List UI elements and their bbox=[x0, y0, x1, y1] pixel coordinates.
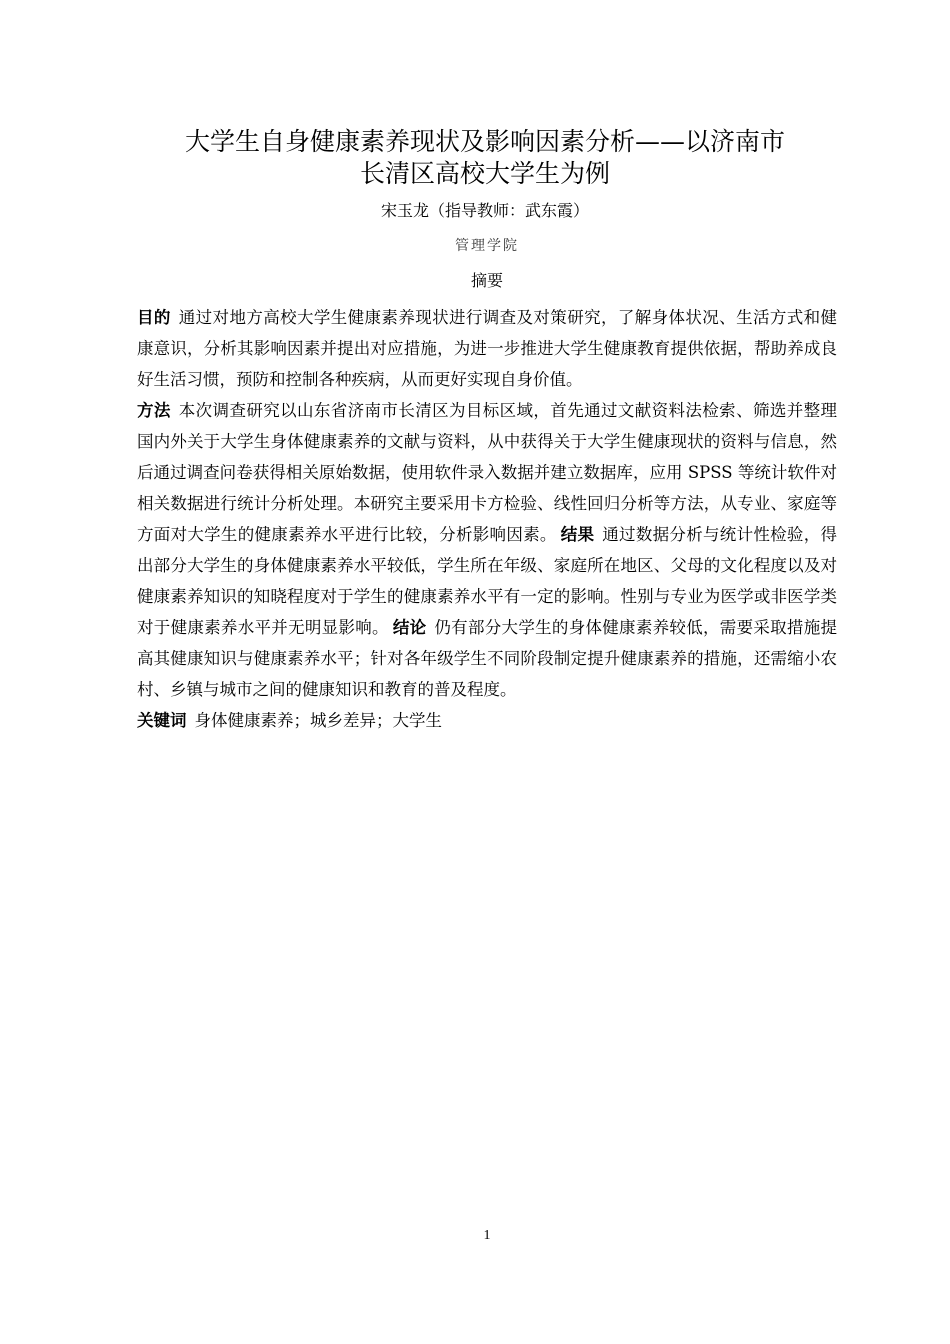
abstract-heading: 摘要 bbox=[470, 271, 503, 290]
results-text: 通过数据分析与统计性检验，得出部分大学生的身体健康素养水平较低，学生所在年级、家庭所在地区、父母的文化程度以及对健康素养知识的知晓程度对于学生的健康素养水平有一定的影响。性别与专业为医学或非医学类对于健康素养水平并无明显影响。 bbox=[137, 525, 838, 637]
keywords-text: 身体健康素养；城乡差异；大学生 bbox=[194, 711, 442, 730]
abstract-body bbox=[137, 302, 837, 736]
objective-label: 目的 bbox=[137, 308, 171, 327]
keywords-label: 关键词 bbox=[137, 711, 187, 730]
objective-text: 通过对地方高校大学生健康素养现状进行调查及对策研究，了解身体状况、生活方式和健康意识，分析其影响因素并提出对应措施，为进一步推进大学生健康教育提供依据，帮助养成良好生活习惯，预防和控制各种疾病，从而更好实现自身价值。 bbox=[137, 308, 838, 389]
abstract-keywords bbox=[137, 705, 837, 736]
conclusion-text: 仍有部分大学生的身体健康素养较低，需要采取措施提高其健康知识与健康素养水平；针对各年级学生不同阶段制定提升健康素养的措施，还需缩小农村、乡镇与城市之间的健康知识和教育的普及程度。 bbox=[137, 618, 838, 699]
abstract-objective bbox=[137, 302, 837, 395]
paper-title-line-2: 长清区高校大学生为例 bbox=[359, 159, 610, 188]
page-number: 1 bbox=[483, 1228, 491, 1243]
method-label: 方法 bbox=[137, 401, 171, 420]
abstract-method-results-conclusion bbox=[137, 395, 837, 705]
paper-title-line-1: 大学生自身健康素养现状及影响因素分析——以济南市 bbox=[184, 127, 785, 156]
author-line: 宋玉龙（指导教师：武东霞） bbox=[380, 201, 589, 220]
results-label: 结果 bbox=[560, 525, 595, 544]
paper-title bbox=[120, 126, 850, 190]
conclusion-label: 结论 bbox=[392, 618, 427, 637]
school-name: 管理学院 bbox=[455, 238, 519, 254]
method-text: 本次调查研究以山东省济南市长清区为目标区域，首先通过文献资料法检索、筛选并整理国内外关于大学生身体健康素养的文献与资料，从中获得关于大学生健康现状的资料与信息，然后通过调查问卷获得相关原始数据，使用软件录入数据并建立数据库，应用 SPSS 等统计软件对相关数据进行统计分析处理。本研究主要采用卡方检验、线性回归分析等方法，从专业、家庭等方面对大学生的健康素养水平进行比较，分析影响因素。 bbox=[137, 401, 838, 544]
